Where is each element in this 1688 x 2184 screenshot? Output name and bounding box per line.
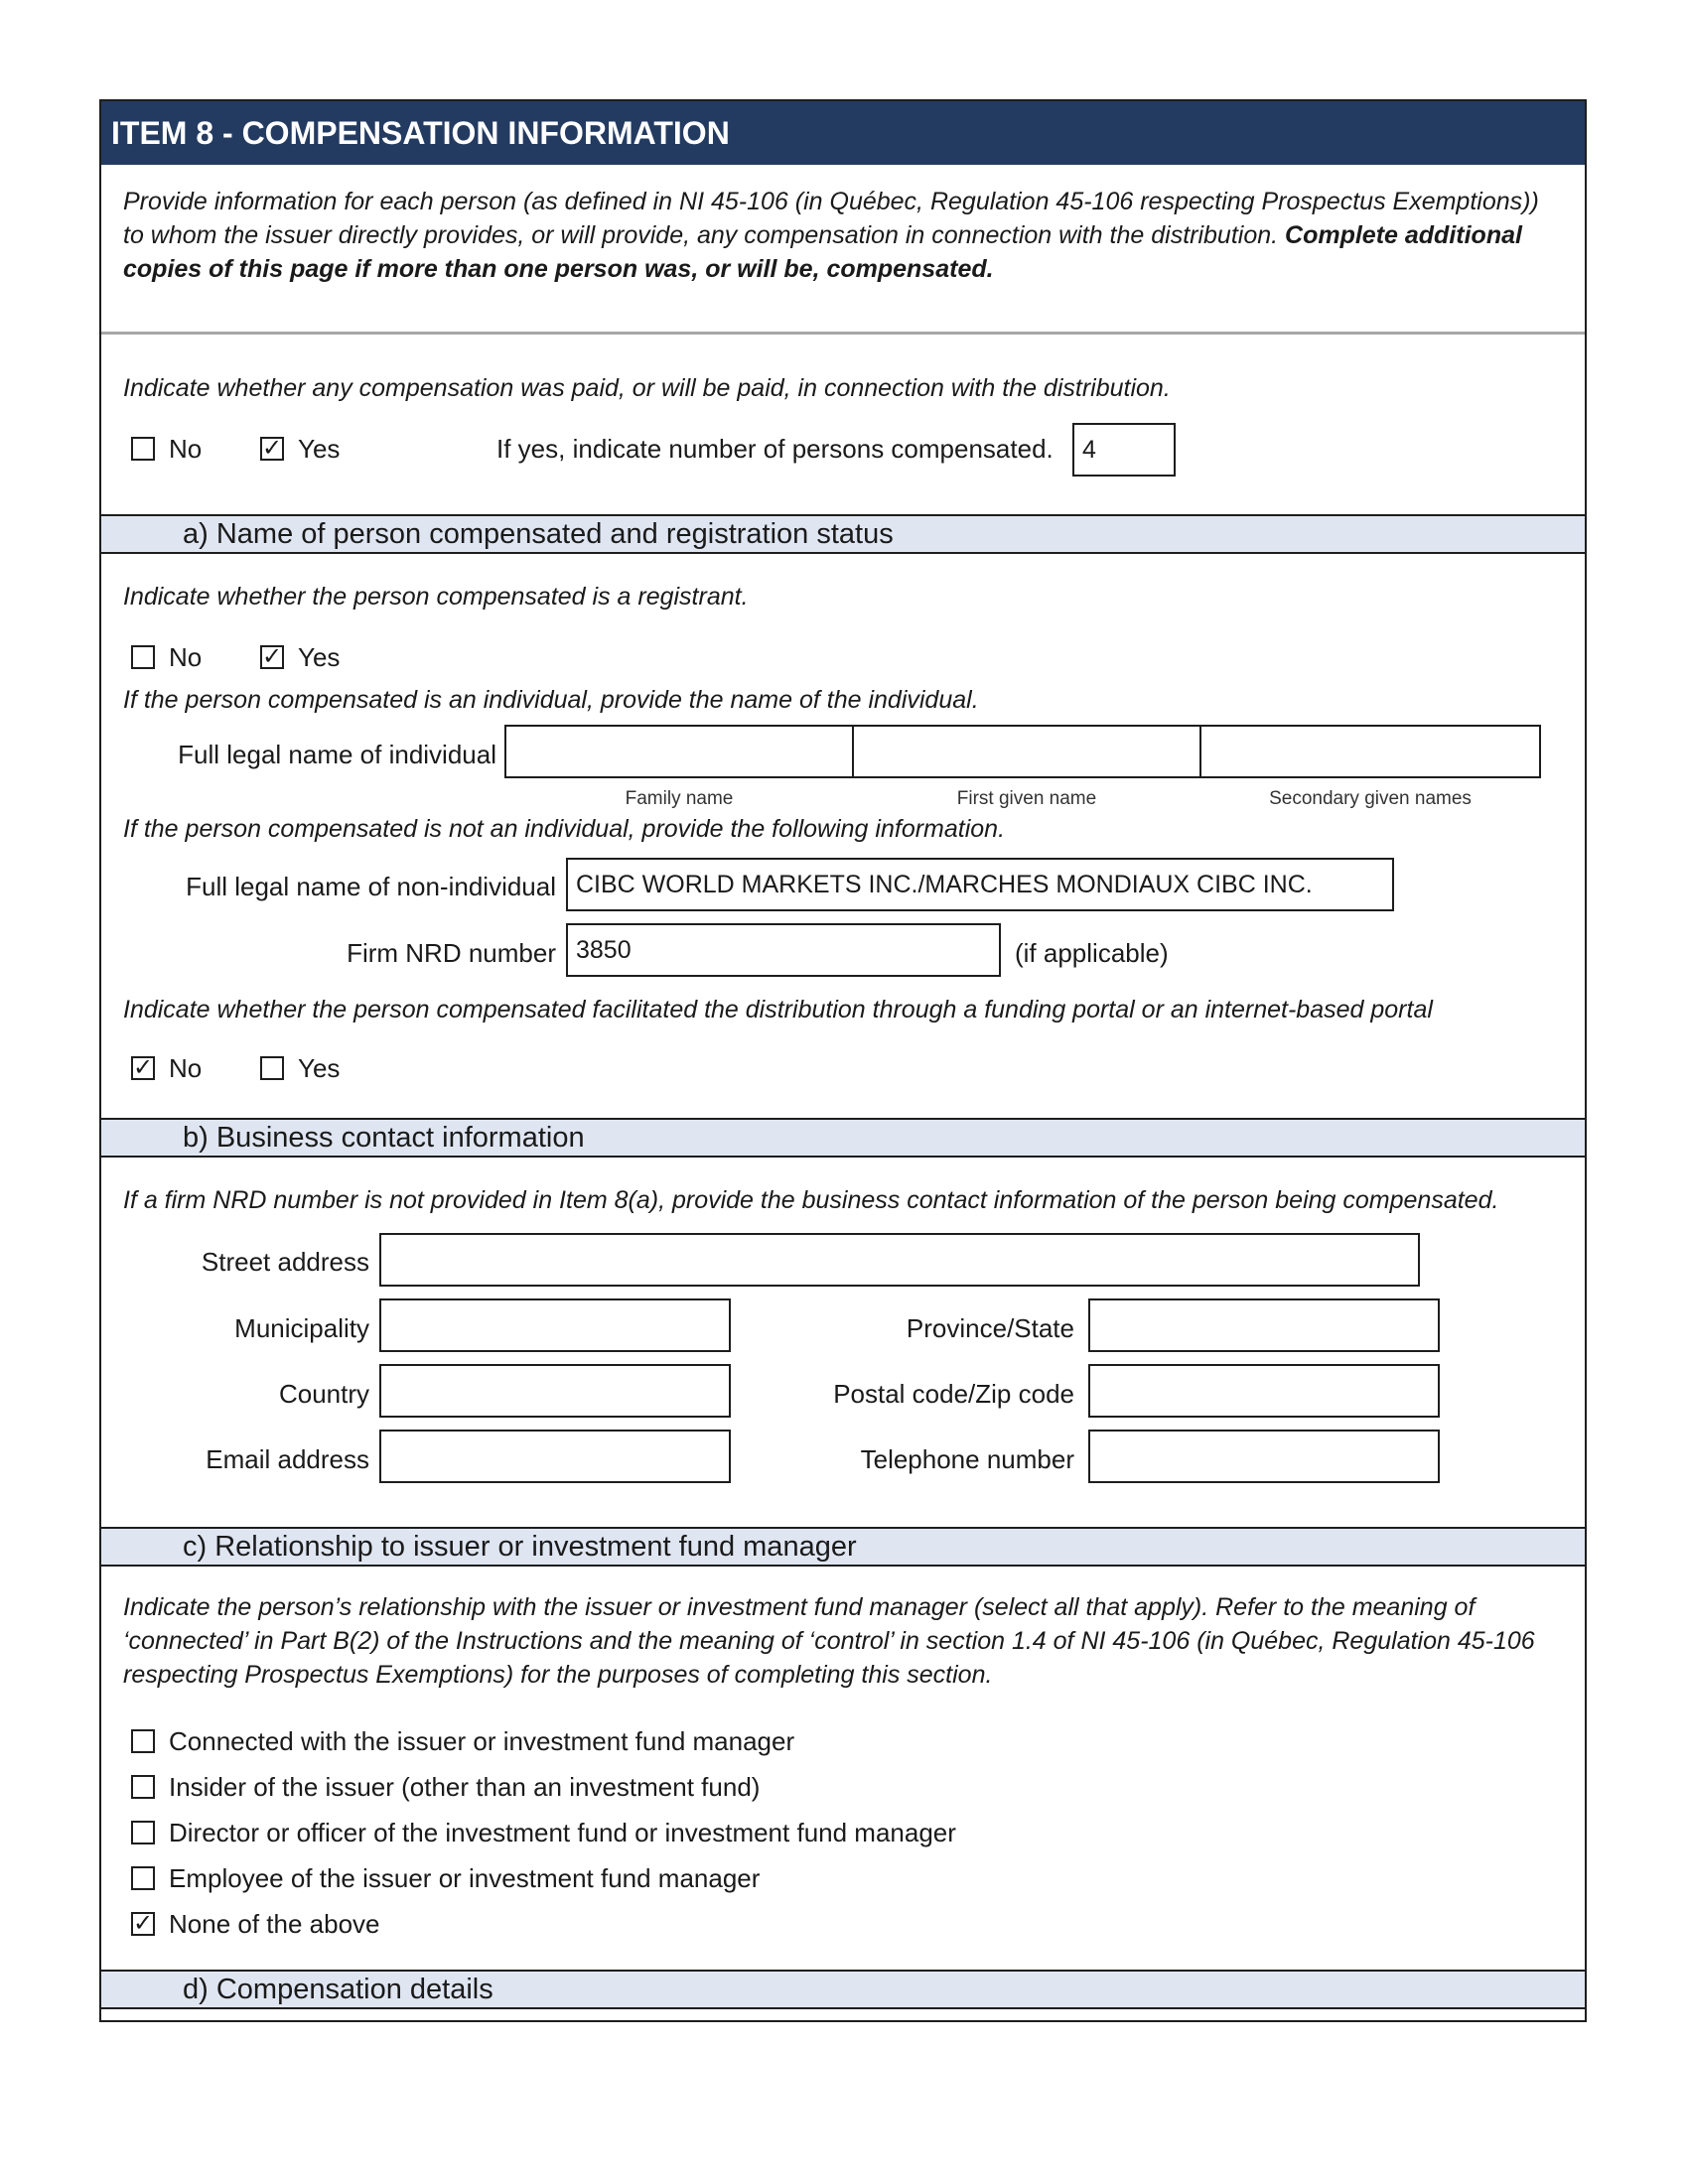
secondary-names-caption: Secondary given names: [1269, 788, 1472, 809]
section-c-header: c) Relationship to issuer or investment fund manager: [101, 1527, 1585, 1567]
relationship-label-insider: Insider of the issuer (other than an investment fund): [169, 1772, 761, 1802]
paid-yes-label: Yes: [298, 434, 341, 464]
nonindividual-note: If the person compensated is not an individual, provide the following information.: [123, 815, 1006, 843]
portal-yes-label: Yes: [298, 1053, 341, 1083]
relationship-checkbox-director[interactable]: [131, 1821, 155, 1844]
secondary-given-names-input[interactable]: [1199, 725, 1541, 778]
relationship-label-connected: Connected with the issuer or investment fund manager: [169, 1726, 795, 1756]
municipality-label: Municipality: [234, 1313, 369, 1343]
compensation-form: [99, 99, 1587, 2022]
email-label: Email address: [206, 1444, 369, 1474]
relationship-label-employee: Employee of the issuer or investment fund manager: [169, 1863, 761, 1893]
telephone-input[interactable]: [1088, 1430, 1440, 1483]
municipality-input[interactable]: [379, 1298, 731, 1352]
postal-code-input[interactable]: [1088, 1364, 1440, 1418]
first-given-name-input[interactable]: [852, 725, 1201, 778]
email-input[interactable]: [379, 1430, 731, 1483]
country-input[interactable]: [379, 1364, 731, 1418]
street-input[interactable]: [379, 1233, 1420, 1287]
portal-no-label: No: [169, 1053, 203, 1083]
individual-note: If the person compensated is an individual, provide the name of the individual.: [123, 686, 979, 714]
intro-text: [123, 185, 1563, 286]
portal-no-checkbox[interactable]: ✓: [133, 1054, 154, 1081]
intro-bold: Complete additional copies of this page if more than one person was, or will be, compensated.: [123, 221, 1522, 283]
relationship-checkbox-employee[interactable]: [131, 1866, 155, 1890]
form-title: ITEM 8 - COMPENSATION INFORMATION: [101, 101, 1585, 165]
nonindividual-name-label: Full legal name of non-individual: [186, 872, 556, 901]
relationship-checkbox-insider[interactable]: [131, 1775, 155, 1799]
section-a-header: a) Name of person compensated and registration status: [101, 514, 1585, 554]
portal-yes-checkbox[interactable]: [260, 1056, 284, 1080]
first-given-name-caption: First given name: [956, 788, 1097, 809]
telephone-label: Telephone number: [860, 1444, 1074, 1474]
postal-code-label: Postal code/Zip code: [833, 1379, 1074, 1409]
relationship-note: Indicate the person’s relationship with the issuer or investment fund manager (select all that apply). Refer to the meaning of ‘connected’ in Part B(2) of the Instructions and the meaning of ‘control’ in section 1.4 of NI 45-106 (in Québec, Regulation 45-106 respecting Prospectus Exemptions) for the purposes of completing this section.: [123, 1593, 1535, 1689]
relationship-label-none: None of the above: [169, 1909, 380, 1939]
relationship-checkbox-connected[interactable]: [131, 1729, 155, 1753]
paid-question: Indicate whether any compensation was paid, or will be paid, in connection with the distribution.: [123, 374, 1171, 402]
divider: [101, 332, 1585, 335]
province-label: Province/State: [906, 1313, 1074, 1343]
relationship-checkbox-none[interactable]: ✓: [133, 1910, 154, 1937]
paid-yes-checkbox[interactable]: ✓: [262, 435, 283, 462]
contact-note: If a firm NRD number is not provided in Item 8(a), provide the business contact information of the person being compensated.: [123, 1186, 1499, 1214]
section-d-header: d) Compensation details: [101, 1970, 1585, 2009]
portal-question: Indicate whether the person compensated facilitated the distribution through a funding portal or an internet-based portal: [123, 996, 1433, 1024]
registrant-question: Indicate whether the person compensated is a registrant.: [123, 583, 749, 611]
country-label: Country: [278, 1379, 369, 1409]
paid-no-label: No: [169, 434, 203, 464]
intro-body: Provide information for each person (as defined in NI 45-106 (in Québec, Regulation 45-106 respecting Prospectus Exemptions)) to whom the issuer directly provides, or will provide, any compensation in connection with the distribution.: [123, 188, 1539, 249]
section-b-header: b) Business contact information: [101, 1118, 1585, 1158]
paid-no-checkbox[interactable]: [131, 437, 155, 461]
registrant-yes-checkbox[interactable]: ✓: [262, 643, 283, 670]
nrd-number-label: Firm NRD number: [347, 938, 556, 968]
relationship-label-director: Director or officer of the investment fund or investment fund manager: [169, 1818, 956, 1847]
family-name-caption: Family name: [625, 788, 734, 809]
nonindividual-name-input[interactable]: CIBC WORLD MARKETS INC./MARCHES MONDIAUX CIBC INC.: [566, 858, 1394, 911]
individual-name-label: Full legal name of individual: [178, 740, 496, 769]
province-input[interactable]: [1088, 1298, 1440, 1352]
registrant-no-label: No: [169, 642, 203, 672]
nrd-applicable-note: (if applicable): [1015, 938, 1169, 968]
family-name-input[interactable]: [504, 725, 854, 778]
persons-count-input[interactable]: 4: [1072, 423, 1176, 477]
nrd-number-input[interactable]: 3850: [566, 923, 1001, 977]
registrant-yes-label: Yes: [298, 642, 341, 672]
registrant-no-checkbox[interactable]: [131, 645, 155, 669]
persons-count-label: If yes, indicate number of persons compensated.: [496, 434, 1054, 464]
street-label: Street address: [201, 1247, 369, 1277]
